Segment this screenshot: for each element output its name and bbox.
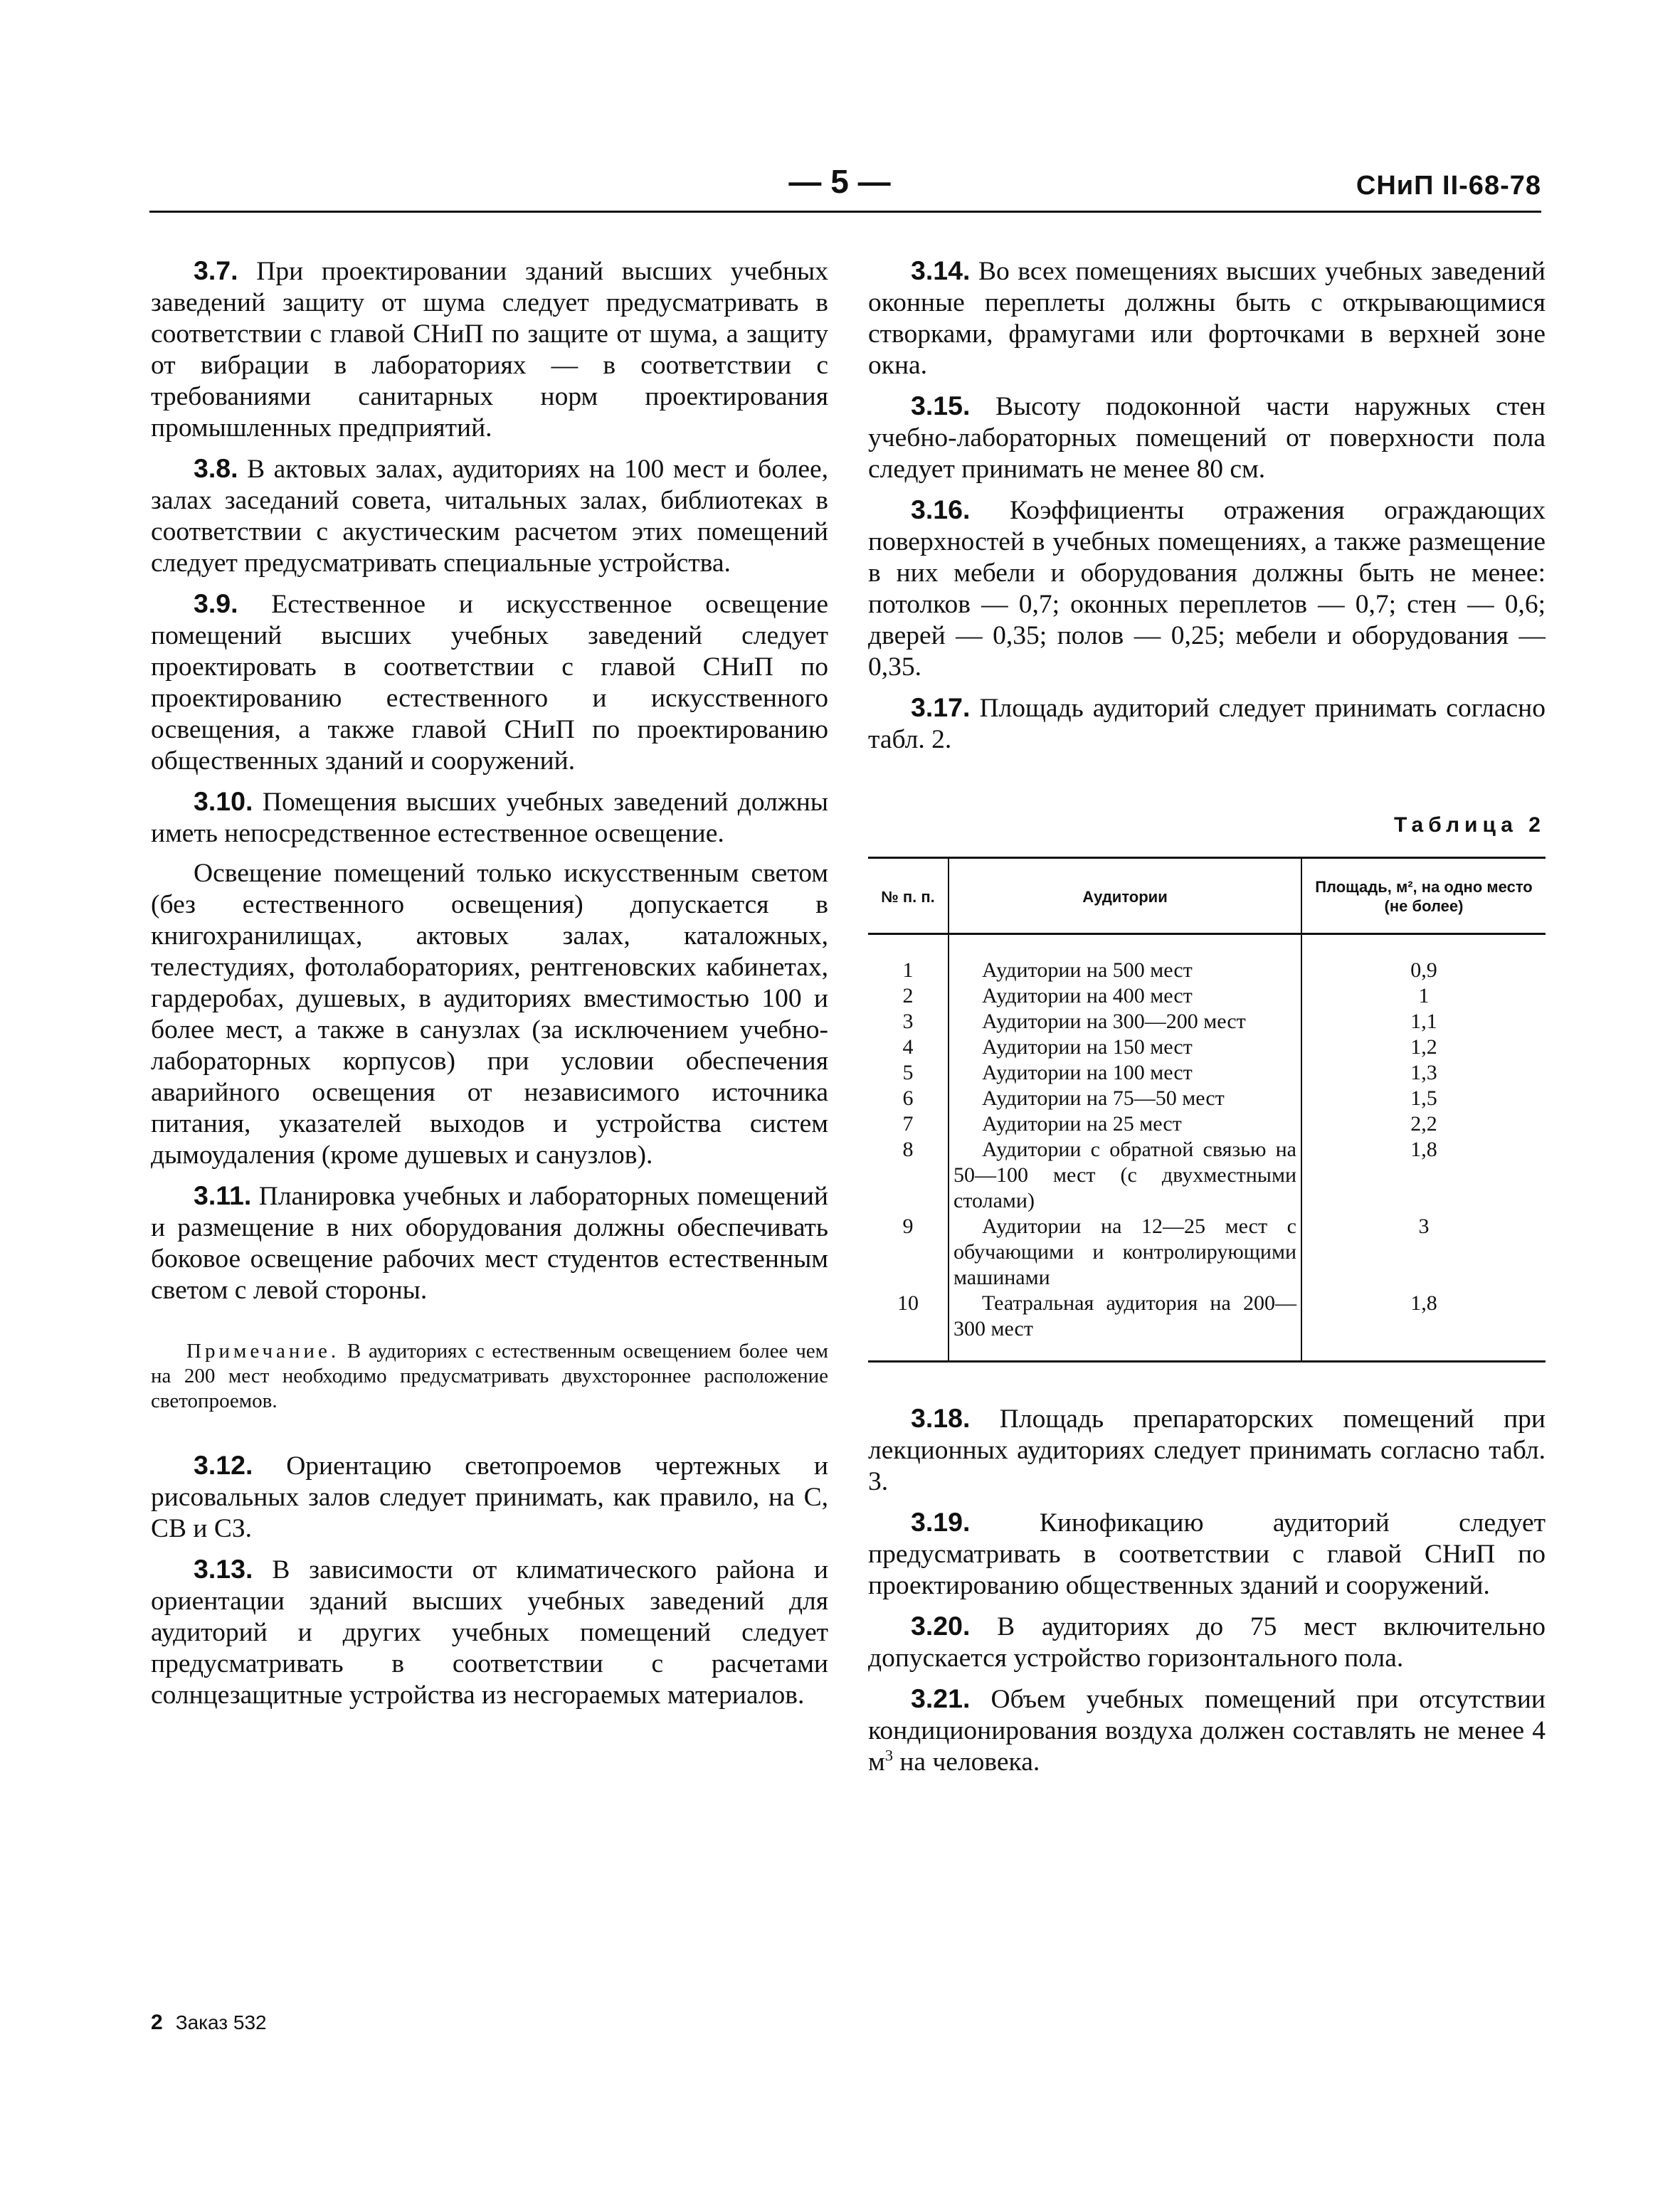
table-row: 8 Аудитории с обратной связью на 50—100 мест (с двухместными столами) 1,8 bbox=[868, 1137, 1546, 1214]
clause-3-18: 3.18. Площадь препараторских помещений при лекционных аудиториях следует принимать согласно табл. 3. bbox=[868, 1403, 1546, 1496]
clause-3-14: 3.14. Во всех помещениях высших учебных заведений оконные переплеты должны быть с открывающимися створками, фрамугами или форточками в верхней зоне окна. bbox=[868, 255, 1546, 380]
table-row: 9 Аудитории на 12—25 мест с обучающими и контролирующими машинами 3 bbox=[868, 1214, 1546, 1291]
header-auditorium: Аудитории bbox=[949, 858, 1301, 934]
table-row: 7 Аудитории на 25 мест 2,2 bbox=[868, 1111, 1546, 1137]
clause-3-15: 3.15. Высоту подоконной части наружных стен учебно-лабораторных помещений от поверхности пола следует принимать не менее 80 см. bbox=[868, 391, 1546, 484]
clause-3-10-continuation: Освещение помещений только искусственным светом (без естественного освещения) допускается в книгохранилищах, актовых залах, каталожных, телестудиях, фотолабораториях, рентгеновских кабинетах, гардеробах, душевых, в аудиториях вместимостью 100 и более мест, а также в санузлах (за исключением учебно-лабораторных корпусов) при условии обеспечения аварийного освещения от независимого источника питания, указателей выходов и устройства систем дымоудаления (кроме душевых и санузлов). bbox=[151, 859, 828, 1170]
clause-3-19: 3.19. Кинофикацию аудиторий следует предусматривать в соответствии с главой СНиП по проектированию общественных зданий и сооружений. bbox=[868, 1507, 1546, 1600]
order-number: Заказ 532 bbox=[175, 2011, 267, 2033]
clause-3-17: 3.17. Площадь аудиторий следует принимать согласно табл. 2. bbox=[868, 692, 1546, 754]
header-rule bbox=[149, 211, 1541, 213]
table-row: 5 Аудитории на 100 мест 1,3 bbox=[868, 1060, 1546, 1086]
table-row: 1 Аудитории на 500 мест 0,9 bbox=[868, 934, 1546, 984]
clause-3-12: 3.12. Ориентацию светопроемов чертежных и рисовальных залов следует принимать, как правило, на С, СВ и СЗ. bbox=[151, 1450, 828, 1543]
clause-3-8: 3.8. В актовых залах, аудиториях на 100 мест и более, залах заседаний совета, читальных залах, библиотеках в соответствии с акустическим расчетом этих помещений следует предусматривать специальные устройства. bbox=[151, 453, 828, 578]
page-number: — 5 — bbox=[788, 163, 891, 200]
table-row: 2 Аудитории на 400 мест 1 bbox=[868, 983, 1546, 1009]
note-text: В аудиториях с естественным освещением более чем на 200 мест необходимо предусматривать двухстороннее расположение светопроемов. bbox=[151, 1340, 828, 1412]
clause-3-13: 3.13. В зависимости от климатического района и ориентации зданий высших учебных заведений для аудиторий и других учебных помещений следует предусматривать в соответствии с расчетами солнцезащитные устройства из несгораемых материалов. bbox=[151, 1554, 828, 1710]
table-row: 4 Аудитории на 150 мест 1,2 bbox=[868, 1035, 1546, 1060]
table-title: Таблица 2 bbox=[1393, 813, 1546, 837]
table-2 bbox=[868, 857, 1546, 1363]
right-column bbox=[868, 255, 1546, 1787]
clause-3-9: 3.9. Естественное и искусственное освещение помещений высших учебных заведений следует проектировать в соответствии с главой СНиП по проектированию естественного и искусственного освещения, а также главой СНиП по проектированию общественных зданий и сооружений. bbox=[151, 588, 828, 776]
document-code: СНиП II-68-78 bbox=[1356, 171, 1541, 201]
note-label: Примечание. bbox=[186, 1340, 340, 1363]
left-column bbox=[151, 255, 828, 1720]
clause-3-20: 3.20. В аудиториях до 75 мест включительно допускается устройство горизонтального пола. bbox=[868, 1611, 1546, 1673]
footer bbox=[151, 2011, 267, 2035]
table-header-row bbox=[868, 858, 1546, 934]
table-row: 10 Театральная аудитория на 200—300 мест 1,8 bbox=[868, 1291, 1546, 1362]
clause-3-11: 3.11. Планировка учебных и лабораторных помещений и размещение в них оборудования должны обеспечивать боковое освещение рабочих мест студентов естественным светом с левой стороны. bbox=[151, 1180, 828, 1305]
clause-3-16: 3.16. Коэффициенты отражения ограждающих поверхностей в учебных помещениях, а также размещение в них мебели и оборудования должны быть не менее: потолков — 0,7; оконных переплетов — 0,7; стен — 0,6; дверей — 0,35; полов — 0,25; мебели и оборудования — 0,35. bbox=[868, 494, 1546, 682]
signature-mark: 2 bbox=[151, 2011, 163, 2034]
clause-3-21: 3.21. Объем учебных помещений при отсутствии кондиционирования воздуха должен составлять не менее 4 $м^3$ на человека. bbox=[868, 1683, 1546, 1777]
clause-3-10: 3.10. Помещения высших учебных заведений должны иметь непосредственное естественное освещение. bbox=[151, 786, 828, 848]
header-area: Площадь, м², на одно место (не более) bbox=[1301, 858, 1546, 934]
note bbox=[151, 1339, 828, 1414]
clause-3-7: 3.7. При проектировании зданий высших учебных заведений защиту от шума следует предусматривать в соответствии с главой СНиП по защите от шума, а защиту от вибрации в лабораториях — в соответствии с требованиями санитарных норм проектирования промышленных предприятий. bbox=[151, 255, 828, 443]
table-row: 3 Аудитории на 300—200 мест 1,1 bbox=[868, 1009, 1546, 1035]
table-row: 6 Аудитории на 75—50 мест 1,5 bbox=[868, 1086, 1546, 1111]
header-number: № п. п. bbox=[868, 858, 949, 934]
